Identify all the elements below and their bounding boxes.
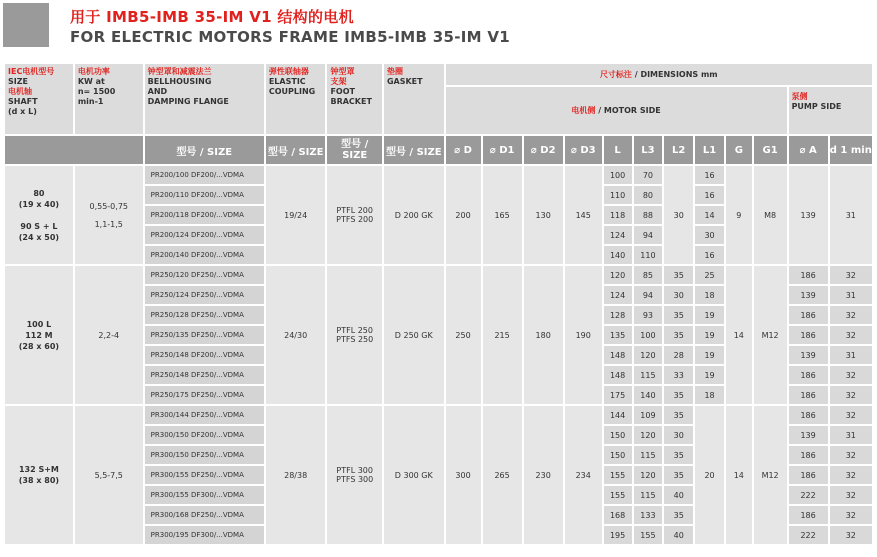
size-blank: [4, 135, 144, 165]
dim-L3: 120: [633, 345, 664, 365]
dim-L2: 33: [663, 365, 694, 385]
dim-L: 124: [603, 285, 633, 305]
dim-L3: 115: [633, 485, 664, 505]
dim-d: 32: [829, 305, 873, 325]
dim-G1: M12: [753, 405, 788, 545]
dim-L3: 110: [633, 245, 664, 265]
dim-A: 139: [788, 165, 829, 265]
dim-D3: 190: [564, 265, 603, 405]
col-D2: ⌀ D2: [523, 135, 564, 165]
foot-bracket-size: PTFL 250 PTFS 250: [326, 265, 382, 405]
dim-L3: 109: [633, 405, 664, 425]
dim-L: 155: [603, 465, 633, 485]
title-marker: [3, 3, 49, 47]
dim-L1: 14: [694, 205, 725, 225]
bellhousing-model: PR200/140 DF200/...VDMA: [144, 245, 265, 265]
col-L: L: [603, 135, 633, 165]
dim-L2: 35: [663, 265, 694, 285]
header-power: 电机功率 KW at n= 1500 min-1: [74, 63, 144, 135]
dim-d: 31: [829, 425, 873, 445]
bellhousing-model: PR200/100 DF200/...VDMA: [144, 165, 265, 185]
dim-d: 32: [829, 525, 873, 545]
dim-L: 118: [603, 205, 633, 225]
bellhousing-model: PR300/168 DF250/...VDMA: [144, 505, 265, 525]
dim-A: 139: [788, 345, 829, 365]
dim-L1: 30: [694, 225, 725, 245]
dim-L: 110: [603, 185, 633, 205]
col-G1: G1: [753, 135, 788, 165]
dim-A: 222: [788, 485, 829, 505]
col-d: d 1 min: [829, 135, 873, 165]
dim-L1: 18: [694, 285, 725, 305]
dim-L2: 35: [663, 325, 694, 345]
dim-D1: 215: [482, 265, 523, 405]
bellhousing-model: PR300/150 DF200/...VDMA: [144, 425, 265, 445]
dimensions-table: [3, 62, 874, 546]
dim-L3: 80: [633, 185, 664, 205]
dim-L: 150: [603, 445, 633, 465]
dim-L: 120: [603, 265, 633, 285]
dim-d: 32: [829, 485, 873, 505]
dim-A: 186: [788, 385, 829, 405]
dim-L2: 35: [663, 445, 694, 465]
dim-L3: 94: [633, 285, 664, 305]
dim-A: 186: [788, 405, 829, 425]
dim-L2: 35: [663, 405, 694, 425]
dim-L1: 16: [694, 165, 725, 185]
header-motor-side: 电机侧 / MOTOR SIDE: [445, 86, 788, 135]
dim-G1: M8: [753, 165, 788, 265]
motor-size: 80 (19 x 40) 90 S + L (24 x 50): [4, 165, 74, 265]
bellhousing-model: PR250/148 DF200/...VDMA: [144, 345, 265, 365]
gasket-size: D 250 GK: [383, 265, 445, 405]
dim-L1: 19: [694, 365, 725, 385]
header-gasket: 垫圈 GASKET: [383, 63, 445, 135]
bellhousing-model: PR250/135 DF250/...VDMA: [144, 325, 265, 345]
motor-size: 100 L 112 M (28 x 60): [4, 265, 74, 405]
dim-L3: 70: [633, 165, 664, 185]
dim-L: 168: [603, 505, 633, 525]
dim-L2: 35: [663, 465, 694, 485]
dim-G1: M12: [753, 265, 788, 405]
dim-A: 139: [788, 425, 829, 445]
dim-L: 150: [603, 425, 633, 445]
size-bell: 型号 / SIZE: [144, 135, 265, 165]
dim-L2: 28: [663, 345, 694, 365]
dim-L: 140: [603, 245, 633, 265]
header-foot-bracket: 钟型罩 支架 FOOT BRACKET: [326, 63, 382, 135]
dim-L2: 30: [663, 285, 694, 305]
dim-A: 186: [788, 265, 829, 285]
coupling-size: 24/30: [265, 265, 327, 405]
col-L3: L3: [633, 135, 664, 165]
dim-L2: 40: [663, 485, 694, 505]
dim-d: 32: [829, 265, 873, 285]
dim-L: 195: [603, 525, 633, 545]
dim-L3: 133: [633, 505, 664, 525]
size-coupling: 型号 / SIZE: [265, 135, 327, 165]
gasket-size: D 300 GK: [383, 405, 445, 545]
dim-L3: 100: [633, 325, 664, 345]
dim-A: 222: [788, 525, 829, 545]
col-D3: ⌀ D3: [564, 135, 603, 165]
dim-G: 9: [725, 165, 753, 265]
dim-A: 186: [788, 465, 829, 485]
col-L1: L1: [694, 135, 725, 165]
dim-d: 31: [829, 285, 873, 305]
dim-L1: 18: [694, 385, 725, 405]
dim-D1: 165: [482, 165, 523, 265]
dim-d: 32: [829, 385, 873, 405]
bellhousing-model: PR250/124 DF250/...VDMA: [144, 285, 265, 305]
foot-bracket-size: PTFL 200 PTFS 200: [326, 165, 382, 265]
col-D: ⌀ D: [445, 135, 482, 165]
dim-L: 124: [603, 225, 633, 245]
size-foot: 型号 / SIZE: [326, 135, 382, 165]
dim-L2: 30: [663, 425, 694, 445]
bellhousing-model: PR250/175 DF250/...VDMA: [144, 385, 265, 405]
bellhousing-model: PR300/195 DF300/...VDMA: [144, 525, 265, 545]
col-A: ⌀ A: [788, 135, 829, 165]
motor-power: 2,2-4: [74, 265, 144, 405]
dim-L: 175: [603, 385, 633, 405]
dim-L1: 19: [694, 325, 725, 345]
dim-L: 100: [603, 165, 633, 185]
dim-d: 32: [829, 325, 873, 345]
motor-power: 0,55-0,75 1,1-1,5: [74, 165, 144, 265]
dim-G: 14: [725, 405, 753, 545]
bellhousing-model: PR250/120 DF250/...VDMA: [144, 265, 265, 285]
bellhousing-model: PR200/110 DF200/...VDMA: [144, 185, 265, 205]
table-row: [4, 405, 873, 425]
header-pump-side: 泵侧 PUMP SIDE: [788, 86, 873, 135]
col-G: G: [725, 135, 753, 165]
coupling-size: 19/24: [265, 165, 327, 265]
gasket-size: D 200 GK: [383, 165, 445, 265]
header-bellhousing: 钟型罩和减震法兰 BELLHOUSING AND DAMPING FLANGE: [144, 63, 265, 135]
dim-d: 31: [829, 345, 873, 365]
dim-L1: 25: [694, 265, 725, 285]
col-L2: L2: [663, 135, 694, 165]
col-D1: ⌀ D1: [482, 135, 523, 165]
size-gasket: 型号 / SIZE: [383, 135, 445, 165]
dim-L1: 19: [694, 305, 725, 325]
dim-G: 14: [725, 265, 753, 405]
dim-d: 32: [829, 365, 873, 385]
header-dimensions: 尺寸标注 / DIMENSIONS mm: [445, 63, 873, 86]
dim-D3: 234: [564, 405, 603, 545]
dim-L3: 94: [633, 225, 664, 245]
dim-D2: 180: [523, 265, 564, 405]
page-title-en: FOR ELECTRIC MOTORS FRAME IMB5-IMB 35-IM V1: [70, 28, 511, 46]
foot-bracket-size: PTFL 300 PTFS 300: [326, 405, 382, 545]
page-title-cn: 用于 IMB5-IMB 35-IM V1 结构的电机: [70, 8, 354, 26]
dim-D1: 265: [482, 405, 523, 545]
dim-L1: 19: [694, 345, 725, 365]
dim-A: 139: [788, 285, 829, 305]
dim-L: 155: [603, 485, 633, 505]
dim-D3: 145: [564, 165, 603, 265]
dim-L3: 120: [633, 425, 664, 445]
dim-A: 186: [788, 325, 829, 345]
dim-d: 31: [829, 165, 873, 265]
dim-d: 32: [829, 445, 873, 465]
dim-L2: 35: [663, 385, 694, 405]
coupling-size: 28/38: [265, 405, 327, 545]
dim-L1: 16: [694, 245, 725, 265]
bellhousing-model: PR300/144 DF250/...VDMA: [144, 405, 265, 425]
bellhousing-model: PR300/150 DF250/...VDMA: [144, 445, 265, 465]
dim-L2: 35: [663, 505, 694, 525]
motor-power: 5,5-7,5: [74, 405, 144, 545]
dim-A: 186: [788, 445, 829, 465]
dim-L3: 115: [633, 445, 664, 465]
dim-L3: 155: [633, 525, 664, 545]
table-row: [4, 165, 873, 185]
title-block: [0, 0, 877, 48]
dim-L: 128: [603, 305, 633, 325]
dim-D: 300: [445, 405, 482, 545]
dim-L2: 35: [663, 305, 694, 325]
dim-L1: 20: [694, 405, 725, 545]
dim-L3: 88: [633, 205, 664, 225]
dim-A: 186: [788, 505, 829, 525]
dim-D: 250: [445, 265, 482, 405]
dim-D: 200: [445, 165, 482, 265]
dim-L3: 140: [633, 385, 664, 405]
dim-L2: 30: [663, 165, 694, 265]
dim-L: 144: [603, 405, 633, 425]
dim-d: 32: [829, 405, 873, 425]
dim-L: 148: [603, 345, 633, 365]
header-iec: IEC电机型号 SIZE 电机轴 SHAFT (d x L): [4, 63, 74, 135]
table-row: [4, 265, 873, 285]
bellhousing-model: PR200/118 DF200/...VDMA: [144, 205, 265, 225]
header-coupling: 弹性联轴器 ELASTIC COUPLING: [265, 63, 327, 135]
bellhousing-model: PR300/155 DF250/...VDMA: [144, 465, 265, 485]
bellhousing-model: PR250/128 DF250/...VDMA: [144, 305, 265, 325]
dim-L3: 93: [633, 305, 664, 325]
bellhousing-model: PR300/155 DF300/...VDMA: [144, 485, 265, 505]
dim-D2: 230: [523, 405, 564, 545]
dim-L1: 16: [694, 185, 725, 205]
dim-L: 135: [603, 325, 633, 345]
dim-L3: 85: [633, 265, 664, 285]
bellhousing-model: PR200/124 DF200/...VDMA: [144, 225, 265, 245]
bellhousing-model: PR250/148 DF250/...VDMA: [144, 365, 265, 385]
dim-D2: 130: [523, 165, 564, 265]
dim-d: 32: [829, 505, 873, 525]
dim-L: 148: [603, 365, 633, 385]
dim-A: 186: [788, 365, 829, 385]
dim-L3: 120: [633, 465, 664, 485]
dim-L2: 40: [663, 525, 694, 545]
dim-A: 186: [788, 305, 829, 325]
dim-L3: 115: [633, 365, 664, 385]
dim-d: 32: [829, 465, 873, 485]
motor-size: 132 S+M (38 x 80): [4, 405, 74, 545]
